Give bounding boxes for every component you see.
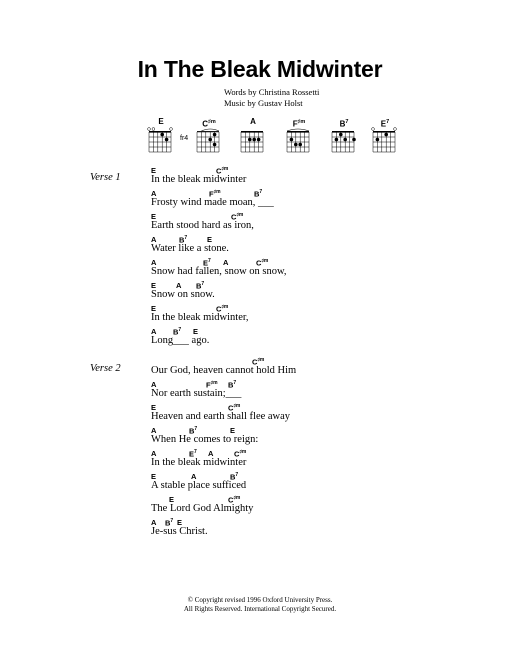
rights-line: All Rights Reserved. International Copyright Secured. <box>183 605 337 613</box>
chord-symbol: $B^7$ <box>165 518 174 528</box>
chord-symbol: A <box>191 472 197 481</box>
chord-symbol: $E^7$ <box>189 449 197 459</box>
lyric-line: Long___ ago. <box>151 335 210 346</box>
fretboard-grid <box>329 127 359 157</box>
chord-symbol: $E^7$ <box>203 258 211 268</box>
lyric-line: Our God, heaven cannot hold Him <box>151 365 297 376</box>
fretboard-grid <box>194 127 224 157</box>
chord-symbol: $C^{♯m}$ <box>228 495 241 505</box>
chord-symbol: $C^{♯m}$ <box>252 357 265 367</box>
chord-symbol: $B^7$ <box>254 189 263 199</box>
chord-diagram-name: A <box>250 117 256 126</box>
chord-diagram <box>180 117 224 142</box>
chord-symbol: A <box>151 426 157 435</box>
lyric-line: Frosty wind made moan, ___ <box>151 197 274 208</box>
chord-symbol: E <box>193 327 199 336</box>
fretboard-grid <box>370 127 400 157</box>
chord-symbol: $B^7$ <box>230 472 239 482</box>
chord-diagram-name: $C^{♯m}$ <box>202 119 216 129</box>
chord-symbol: $F^{♯m}$ <box>206 380 218 390</box>
song-title: In The Bleak Midwinter <box>137 56 383 82</box>
verse-label: Verse 1 <box>90 172 121 183</box>
chord-symbol: A <box>223 258 229 267</box>
chord-symbol: $B^7$ <box>179 235 188 245</box>
chord-symbol: $B^7$ <box>228 380 237 390</box>
chord-symbol: E <box>230 426 236 435</box>
chord-symbol: $B^7$ <box>196 281 205 291</box>
chord-diagram-name: $E^7$ <box>380 119 390 129</box>
chord-symbol: A <box>176 281 182 290</box>
chord-diagram-name: $B^7$ <box>339 119 349 129</box>
chord-diagram-name: $F^{♯m}$ <box>292 119 306 129</box>
lyric-line: Nor earth sustain;___ <box>151 388 242 399</box>
chord-diagram <box>238 117 268 127</box>
chord-symbol: $C^{♯m}$ <box>256 258 269 268</box>
chord-diagram <box>329 117 359 127</box>
chord-symbol: A <box>151 449 157 458</box>
chord-diagram <box>284 117 314 127</box>
lyric-line: The Lord God Almighty <box>151 503 254 514</box>
chord-symbol: $C^{♯m}$ <box>231 212 244 222</box>
lyric-line: In the bleak midwinter <box>151 457 247 468</box>
chord-symbol: A <box>151 380 157 389</box>
chord-symbol: E <box>169 495 175 504</box>
chord-diagram <box>146 117 176 127</box>
chord-symbol: E <box>151 403 157 412</box>
chord-diagram-name: E <box>158 117 164 126</box>
lyric-line: Water like a stone. <box>151 243 229 254</box>
lyric-line: Earth stood hard as iron, <box>151 220 254 231</box>
lyricist-credit: Words by Christina Rossetti <box>224 87 320 97</box>
lyric-line: Je-sus Christ. <box>151 526 208 537</box>
chord-symbol: E <box>151 166 157 175</box>
lyric-line: Snow had fallen, snow on snow, <box>151 266 287 277</box>
chord-symbol: $B^7$ <box>189 426 198 436</box>
chord-symbol: A <box>151 235 157 244</box>
chord-symbol: $C^{♯m}$ <box>234 449 247 459</box>
fretboard-grid <box>284 127 314 157</box>
chord-symbol: $F^{♯m}$ <box>209 189 221 199</box>
chord-diagram <box>370 117 400 127</box>
chord-symbol: A <box>151 327 157 336</box>
copyright-line: © Copyright revised 1996 Oxford University Press. <box>187 596 333 604</box>
chord-symbol: E <box>177 518 183 527</box>
chord-symbol: E <box>151 281 157 290</box>
fret-position-label: fr4 <box>180 135 189 142</box>
fretboard-grid <box>146 127 176 157</box>
chord-symbol: E <box>151 472 157 481</box>
composer-credit: Music by Gustav Holst <box>224 98 303 108</box>
lyric-line: Heaven and earth shall flee away <box>151 411 291 422</box>
chord-symbol: A <box>208 449 214 458</box>
lyric-line: Snow on snow. <box>151 289 215 300</box>
lyric-line: A stable place sufficed <box>151 480 247 491</box>
lyric-line: In the bleak midwinter, <box>151 312 249 323</box>
lyric-line: In the bleak midwinter <box>151 174 247 185</box>
chord-symbol: $B^7$ <box>173 327 182 337</box>
lyric-line: When He comes to reign: <box>151 434 259 445</box>
chord-symbol: $C^{♯m}$ <box>228 403 241 413</box>
chord-symbol: E <box>207 235 213 244</box>
verse-label: Verse 2 <box>90 363 121 374</box>
chord-symbol: A <box>151 189 157 198</box>
chord-symbol: A <box>151 518 157 527</box>
chord-symbol: E <box>151 304 157 313</box>
chord-symbol: E <box>151 212 157 221</box>
chord-symbol: $C^{♯m}$ <box>216 166 229 176</box>
chord-symbol: $C^{♯m}$ <box>216 304 229 314</box>
chord-symbol: A <box>151 258 157 267</box>
fretboard-grid <box>238 127 268 157</box>
